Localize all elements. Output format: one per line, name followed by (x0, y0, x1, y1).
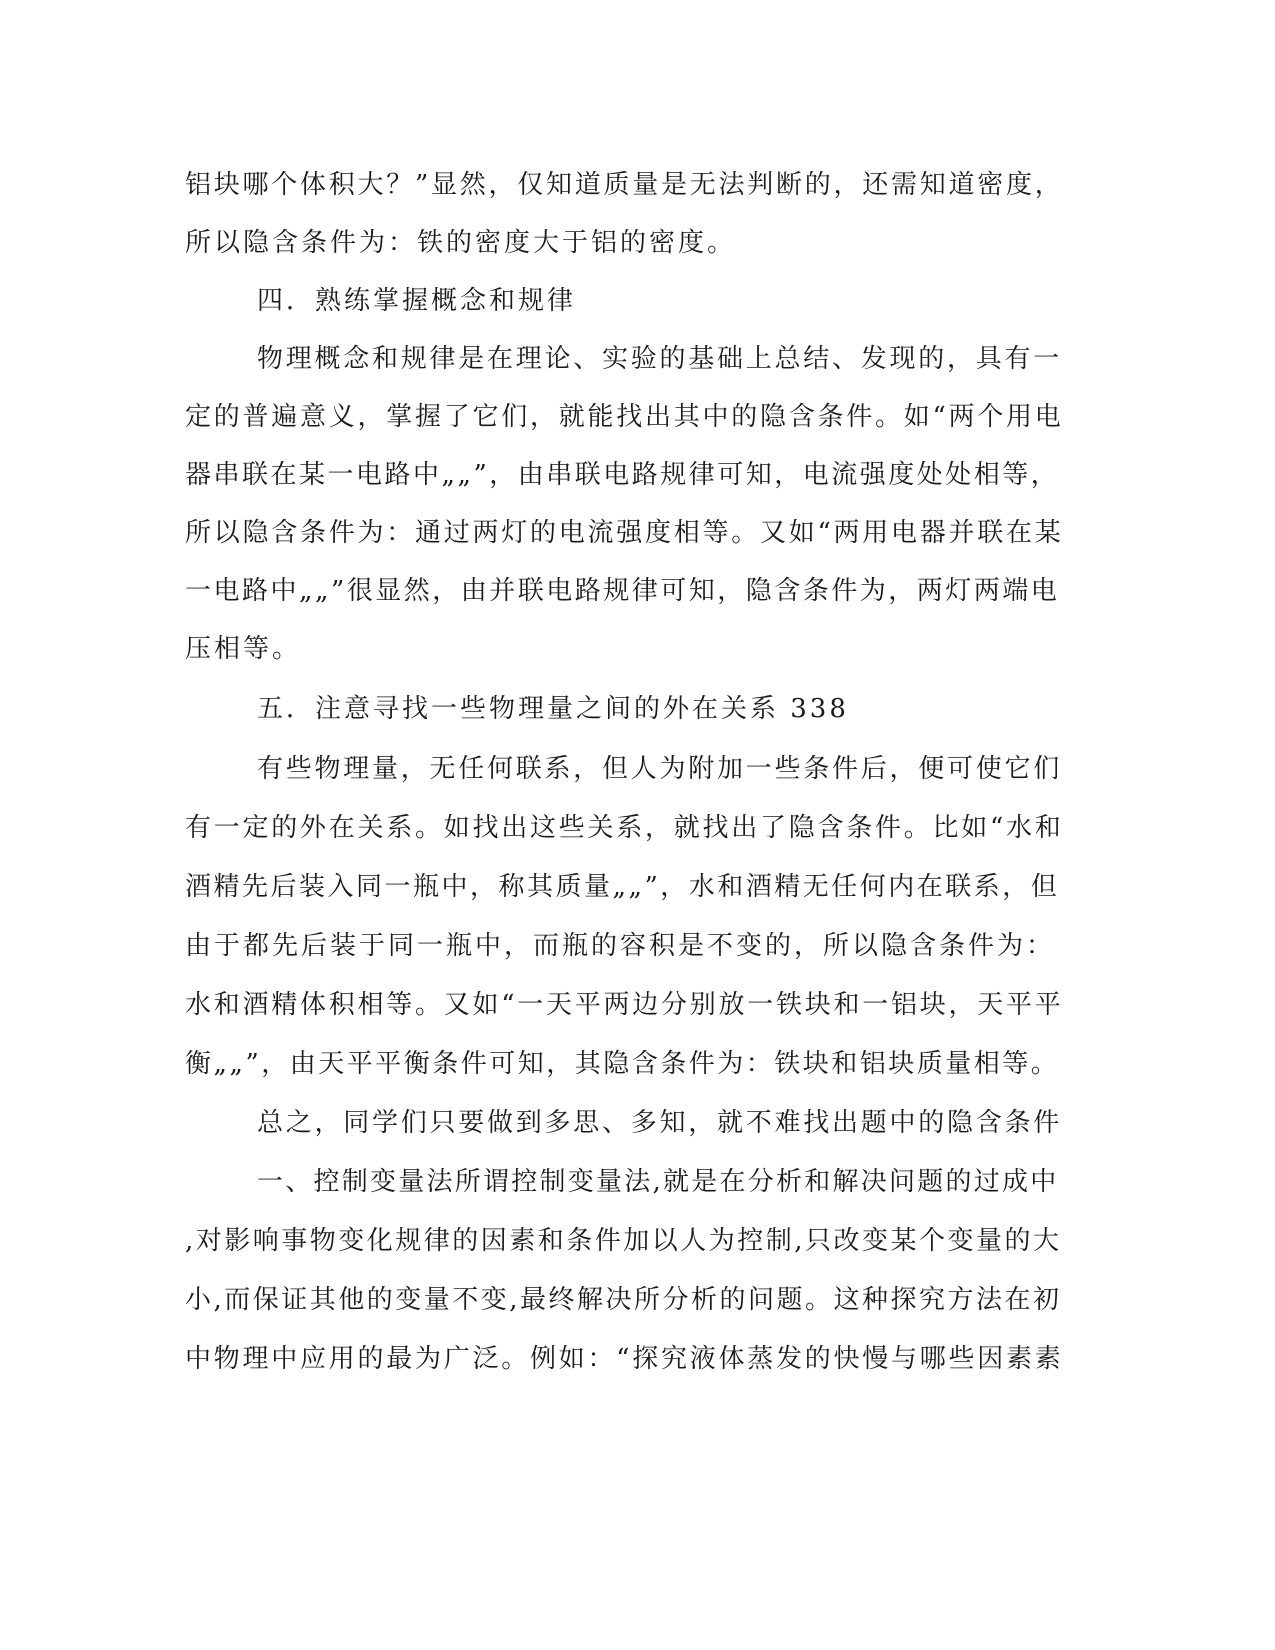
text-line: 衡„„”，由天平平衡条件可知，其隐含条件为：铁块和铝块质量相等。 (185, 1049, 1060, 1079)
text-line: 中物理中应用的最为广泛。例如：“探究液体蒸发的快慢与哪些因素素 (185, 1344, 1064, 1374)
text-line: 压相等。 (185, 634, 302, 664)
paragraph-start: 一、控制变量法所谓控制变量法,就是在分析和解决问题的过成中 (257, 1167, 1059, 1197)
text-line: 器串联在某一电路中„„”，由串联电路规律可知，电流强度处处相等， (185, 460, 1060, 490)
text-line: 水和酒精体积相等。又如“一天平两边分别放一铁块和一铝块，天平平 (185, 990, 1064, 1020)
text-line: 酒精先后装入同一瓶中，称其质量„„”，水和酒精无任何内在联系，但 (185, 872, 1060, 902)
paragraph-start: 总之，同学们只要做到多思、多知，就不难找出题中的隐含条件 (257, 1108, 1063, 1138)
section-heading: 五．注意寻找一些物理量之间的外在关系 338 (257, 694, 849, 724)
text-line: 一电路中„„”很显然，由并联电路规律可知，隐含条件为，两灯两端电 (185, 576, 1060, 606)
text-line: 小,而保证其他的变量不变,最终解决所分析的问题。这种探究方法在初 (185, 1285, 1062, 1315)
text-line: 由于都先后装于同一瓶中，而瓶的容积是不变的，所以隐含条件为： (185, 931, 1056, 961)
text-line: 有一定的外在关系。如找出这些关系，就找出了隐含条件。比如“水和 (185, 813, 1064, 843)
text-line: 所以隐含条件为：通过两灯的电流强度相等。又如“两用电器并联在某 (185, 518, 1064, 548)
text-line: ,对影响事物变化规律的因素和条件加以人为控制,只改变某个变量的大 (185, 1226, 1062, 1256)
paragraph-start: 有些物理量，无任何联系，但人为附加一些条件后，便可使它们 (257, 754, 1063, 784)
section-heading: 四．熟练掌握概念和规律 (257, 286, 577, 316)
paragraph-start: 物理概念和规律是在理论、实验的基础上总结、发现的，具有一 (257, 344, 1063, 374)
text-line: 定的普遍意义，掌握了它们，就能找出其中的隐含条件。如“两个用电 (185, 402, 1064, 432)
text-line: 所以隐含条件为：铁的密度大于铝的密度。 (185, 228, 737, 258)
text-line: 铝块哪个体积大？”显然，仅知道质量是无法判断的，还需知道密度， (185, 170, 1064, 200)
